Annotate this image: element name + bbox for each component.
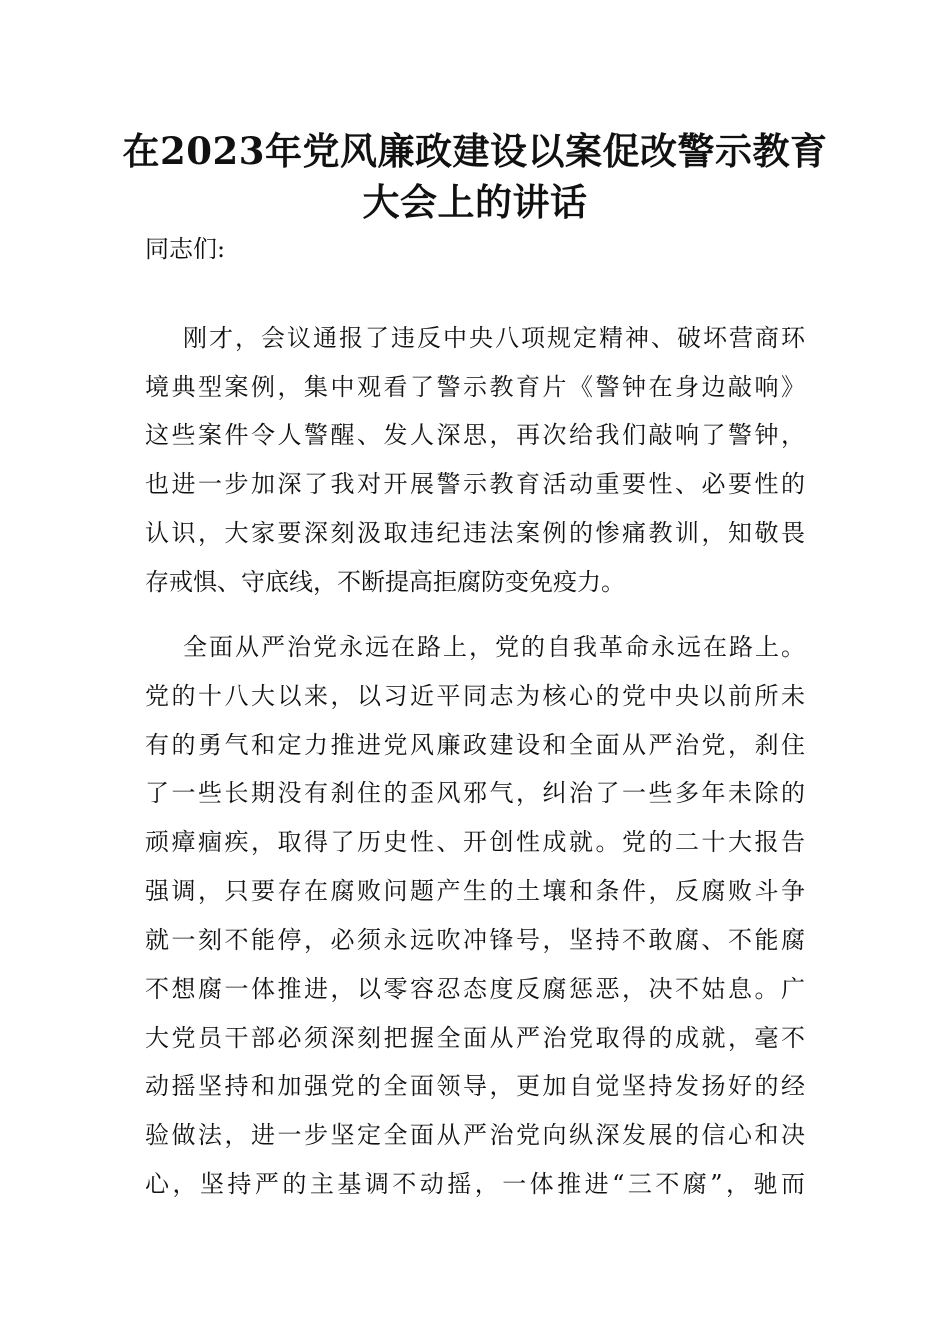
paragraph-1-line: 存戒惧、守底线，不断提高拒腐防变免疫力。 xyxy=(145,568,625,596)
document-title-line-2: 大会上的讲话 xyxy=(362,180,588,224)
paragraph-2-line: 就一刻不能停，必须永远吹冲锋号，坚持不敢腐、不能腐 xyxy=(145,926,805,954)
paragraph-2-line: 有的勇气和定力推进党风廉政建设和全面从严治党，刹住 xyxy=(145,731,805,759)
paragraph-1-line: 境典型案例，集中观看了警示教育片《警钟在身边敲响》 xyxy=(145,373,805,401)
paragraph-2-line: 强调，只要存在腐败问题产生的土壤和条件，反腐败斗争 xyxy=(145,877,805,905)
paragraph-2-line: 了一些长期没有刹住的歪风邪气，纠治了一些多年未除的 xyxy=(145,779,805,807)
paragraph-1-line: 也进一步加深了我对开展警示教育活动重要性、必要性的 xyxy=(145,470,805,498)
paragraph-1-line: 认识，大家要深刻汲取违纪违法案例的惨痛教训，知敬畏 xyxy=(145,519,805,547)
paragraph-2-line: 心，坚持严的主基调不动摇，一体推进“三不腐”，驰而 xyxy=(145,1170,805,1198)
document-title-line-1: 在2023年党风廉政建设以案促改警示教育 xyxy=(122,129,828,173)
salutation: 同志们: xyxy=(145,235,226,263)
paragraph-1-line: 刚才，会议通报了违反中央八项规定精神、破坏营商环 xyxy=(183,324,805,352)
paragraph-2-line: 动摇坚持和加强党的全面领导，更加自觉坚持发扬好的经 xyxy=(145,1072,805,1100)
paragraph-2-line: 全面从严治党永远在路上，党的自我革命永远在路上。 xyxy=(183,633,805,661)
paragraph-1-line: 这些案件令人警醒、发人深思，再次给我们敲响了警钟， xyxy=(145,421,805,449)
paragraph-2-line: 大党员干部必须深刻把握全面从严治党取得的成就，毫不 xyxy=(145,1024,805,1052)
paragraph-2-line: 党的十八大以来，以习近平同志为核心的党中央以前所未 xyxy=(145,682,805,710)
paragraph-2-line: 不想腐一体推进，以零容忍态度反腐惩恶，决不姑息。广 xyxy=(145,975,805,1003)
paragraph-2-line: 顽瘴痼疾，取得了历史性、开创性成就。党的二十大报告 xyxy=(145,828,805,856)
paragraph-2-line: 验做法，进一步坚定全面从严治党向纵深发展的信心和决 xyxy=(145,1121,805,1149)
